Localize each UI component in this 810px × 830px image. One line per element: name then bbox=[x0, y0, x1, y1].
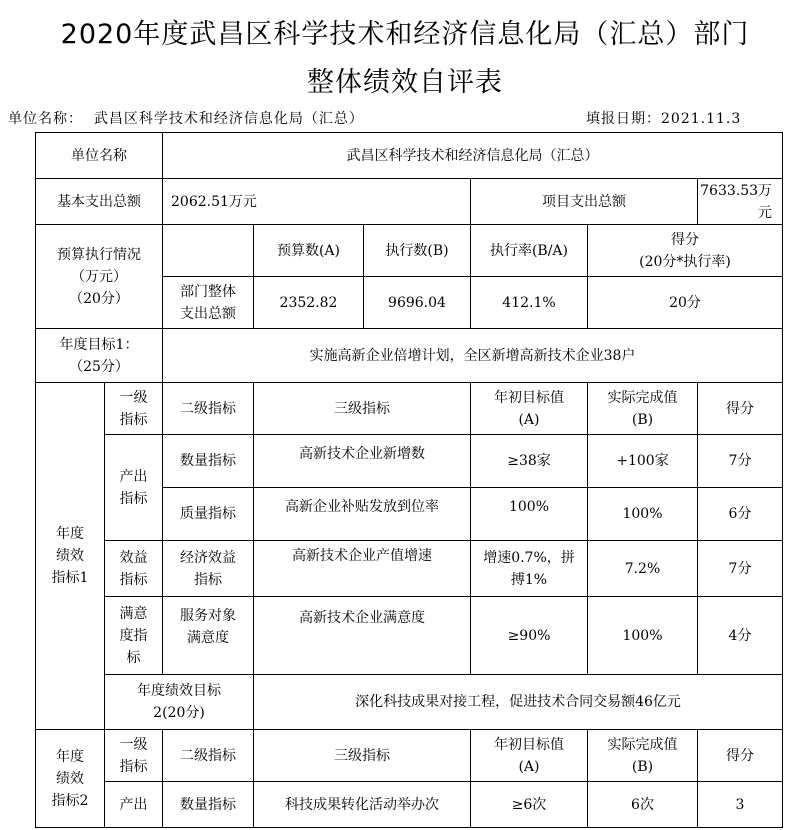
level-1-header: 一级 指标 bbox=[105, 383, 163, 435]
target-header: 年初目标值 (A) bbox=[471, 730, 588, 782]
target-cell: 100% bbox=[471, 488, 588, 541]
score-header: 得分 bbox=[698, 730, 783, 782]
target-cell: ≥6次 bbox=[471, 782, 588, 828]
goal-1-value: 实施高新企业倍增计划，全区新增高新技术企业38户 bbox=[163, 329, 783, 383]
fill-date-label: 填报日期： bbox=[586, 111, 661, 127]
target-cell: ≥38家 bbox=[471, 435, 588, 488]
budget-amount-value: 2352.82 bbox=[254, 277, 364, 329]
level-3-cell: 高新技术企业新增数 bbox=[254, 435, 471, 488]
unit-row bbox=[36, 133, 783, 179]
budget-header-row bbox=[36, 225, 783, 277]
score-header: 得分 bbox=[698, 383, 783, 435]
actual-header: 实际完成值 (B) bbox=[588, 730, 698, 782]
score-cell: 6分 bbox=[698, 488, 783, 541]
indicator-1-group-label: 年度 绩效 指标1 bbox=[36, 383, 105, 730]
target-cell: ≥90% bbox=[471, 597, 588, 675]
project-expenditure-label: 项目支出总额 bbox=[471, 179, 698, 225]
satisfaction-indicator-label: 满意 度指 标 bbox=[105, 597, 163, 675]
table-row bbox=[36, 597, 783, 675]
budget-blank-cell bbox=[163, 225, 254, 277]
execution-rate-header: 执行率(B/A) bbox=[471, 225, 588, 277]
output-indicator-label: 产出 指标 bbox=[105, 435, 163, 541]
level-3-header: 三级指标 bbox=[254, 730, 471, 782]
indicator-2-group-label: 年度 绩效 指标2 bbox=[36, 730, 105, 828]
level-3-cell: 高新技术企业满意度 bbox=[254, 597, 471, 675]
execution-amount-header: 执行数(B) bbox=[364, 225, 471, 277]
table-row bbox=[36, 435, 783, 488]
fill-date-value: 2021.11.3 bbox=[661, 111, 742, 127]
title-line-2: 整体绩效自评表 bbox=[307, 67, 503, 98]
execution-rate-value: 412.1% bbox=[471, 277, 588, 329]
level-2-cell: 质量指标 bbox=[163, 488, 254, 541]
goal-1-row bbox=[36, 329, 783, 383]
level-3-cell: 高新技术企业产值增速 bbox=[254, 541, 471, 597]
target-header: 年初目标值 (A) bbox=[471, 383, 588, 435]
project-expenditure-value: 7633.53万元 bbox=[698, 179, 783, 225]
goal-2-value: 深化科技成果对接工程，促进技术合同交易额46亿元 bbox=[254, 675, 783, 730]
indicator-2-header-row bbox=[36, 730, 783, 782]
target-cell: 增速0.7%，拼 搏1% bbox=[471, 541, 588, 597]
score-cell: 3 bbox=[698, 782, 783, 828]
level-3-cell: 高新企业补贴发放到位率 bbox=[254, 488, 471, 541]
department-total-label: 部门整体 支出总额 bbox=[163, 277, 254, 329]
unit-name-header bbox=[8, 108, 364, 128]
table-row bbox=[36, 782, 783, 828]
level-3-cell: 科技成果转化活动举办次 bbox=[254, 782, 471, 828]
score-cell: 7分 bbox=[698, 435, 783, 488]
actual-header: 实际完成值 (B) bbox=[588, 383, 698, 435]
score-cell: 7分 bbox=[698, 541, 783, 597]
level-2-header: 二级指标 bbox=[163, 730, 254, 782]
output-indicator-label: 产出 bbox=[105, 782, 163, 828]
evaluation-table bbox=[35, 132, 783, 828]
budget-score-value: 20分 bbox=[588, 277, 783, 329]
actual-cell: 7.2% bbox=[588, 541, 698, 597]
indicator-1-header-row bbox=[36, 383, 783, 435]
budget-execution-label: 预算执行情况 （万元） （20分） bbox=[36, 225, 163, 329]
table-row bbox=[36, 541, 783, 597]
unit-label-cell: 单位名称 bbox=[36, 133, 163, 179]
goal-1-label: 年度目标1： （25分） bbox=[36, 329, 163, 383]
title-line-1: 2020年度武昌区科学技术和经济信息化局（汇总）部门 bbox=[60, 19, 750, 50]
expenditure-row bbox=[36, 179, 783, 225]
goal-2-label: 年度绩效目标 2(20分) bbox=[105, 675, 254, 730]
actual-cell: 100% bbox=[588, 488, 698, 541]
actual-cell: 100% bbox=[588, 597, 698, 675]
fill-date-header bbox=[586, 108, 741, 128]
execution-amount-value: 9696.04 bbox=[364, 277, 471, 329]
goal-2-row bbox=[36, 675, 783, 730]
budget-amount-header: 预算数(A) bbox=[254, 225, 364, 277]
basic-expenditure-value: 2062.51万元 bbox=[163, 179, 471, 225]
basic-expenditure-label: 基本支出总额 bbox=[36, 179, 163, 225]
actual-cell: 6次 bbox=[588, 782, 698, 828]
level-2-cell: 服务对象 满意度 bbox=[163, 597, 254, 675]
level-2-header: 二级指标 bbox=[163, 383, 254, 435]
actual-cell: +100家 bbox=[588, 435, 698, 488]
level-3-header: 三级指标 bbox=[254, 383, 471, 435]
unit-value-cell: 武昌区科学技术和经济信息化局（汇总） bbox=[163, 133, 783, 179]
budget-score-header: 得分 (20分*执行率) bbox=[588, 225, 783, 277]
benefit-indicator-label: 效益 指标 bbox=[105, 541, 163, 597]
level-2-cell: 经济效益 指标 bbox=[163, 541, 254, 597]
unit-name-label: 单位名称： bbox=[8, 111, 83, 127]
unit-name-value: 武昌区科学技术和经济信息化局（汇总） bbox=[93, 111, 364, 127]
level-2-cell: 数量指标 bbox=[163, 782, 254, 828]
level-2-cell: 数量指标 bbox=[163, 435, 254, 488]
score-cell: 4分 bbox=[698, 597, 783, 675]
level-1-header: 一级 指标 bbox=[105, 730, 163, 782]
